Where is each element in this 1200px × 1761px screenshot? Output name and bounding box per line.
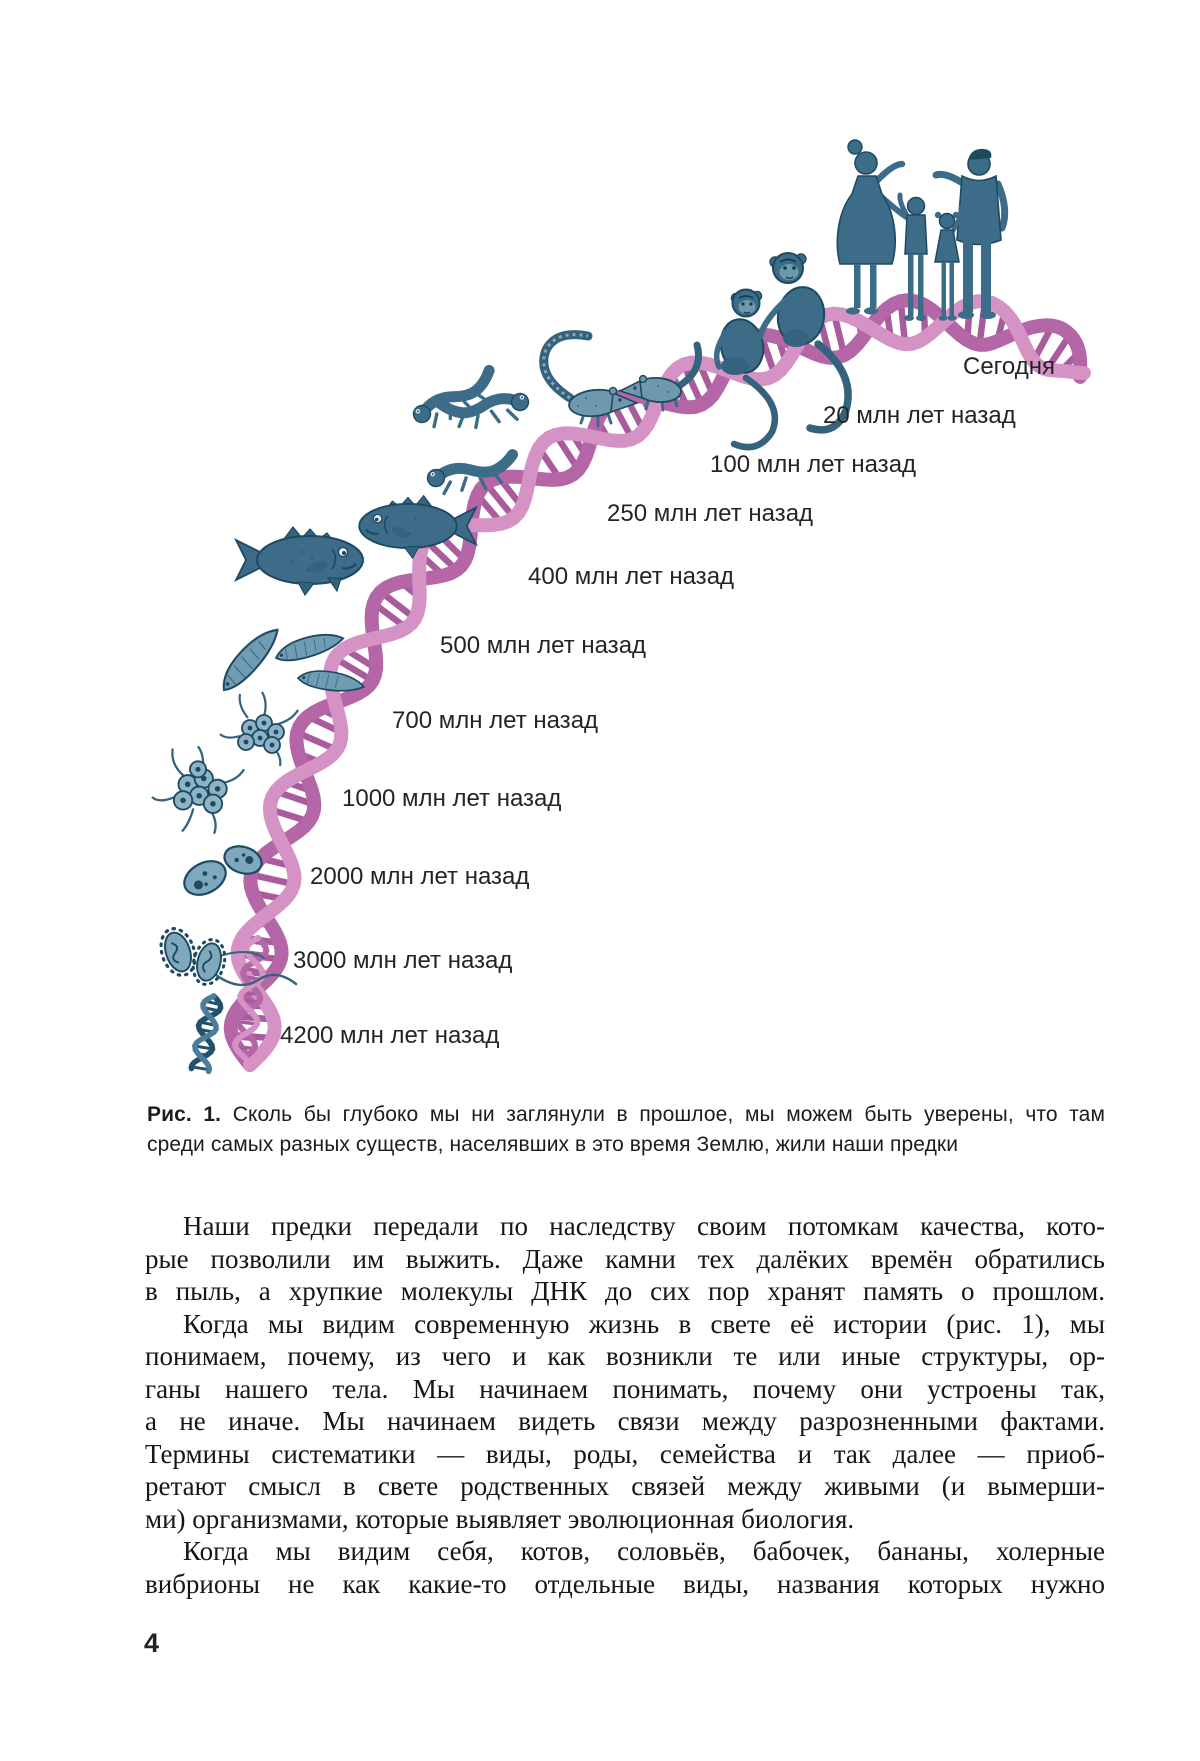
body-line: Когда мы видим современную жизнь в свете её истории (рис. 1), мы [183, 1308, 1105, 1339]
body-line: Термины систематики — виды, роды, семейства и так далее — приоб- [145, 1438, 1105, 1469]
body-line: рые позволили им выжить. Даже камни тех далёких времён обратились [145, 1243, 1105, 1274]
body-line: вибрионы не как какие-то отдельные виды, названия которых нужно [145, 1568, 1105, 1599]
timeline-label-4200mya: 4200 млн лет назад [280, 1022, 500, 1049]
figure-caption-line1: Рис. 1. Сколь бы глубоко мы ни заглянули в прошлое, мы можем быть уверены, что там [147, 1103, 1106, 1126]
timeline-label-1000mya: 1000 млн лет назад [342, 785, 562, 812]
body-line: ми) организмами, которые выявляет эволюционная биология. [145, 1503, 855, 1534]
body-line: ганы нашего тела. Мы начинаем понимать, почему они устроены так, [145, 1373, 1105, 1404]
figure-caption-line2: среди самых разных существ, населявших в это время Землю, жили наши предки [147, 1133, 959, 1156]
body-line: Наши предки передали по наследству своим потомкам качества, кото- [183, 1211, 1105, 1241]
timeline-label-100mya: 100 млн лет назад [710, 451, 917, 478]
figure-caption [147, 1100, 1105, 1160]
body-text [145, 1210, 1105, 1600]
ancient-dna-blue-icon [191, 996, 220, 1071]
body-line: Когда мы видим себя, котов, соловьёв, бабочек, бананы, холерные [183, 1536, 1105, 1566]
human-family-icon [837, 140, 1004, 321]
page-number: 4 [144, 1628, 160, 1658]
timeline-label-500mya: 500 млн лет назад [440, 632, 647, 659]
timeline-label-2000mya: 2000 млн лет назад [310, 863, 530, 890]
figure-number: Рис. 1. [147, 1103, 222, 1126]
body-line: понимаем, почему, из чего и как возникли те или иные структуры, ор- [145, 1341, 1105, 1371]
timeline-label-250mya: 250 млн лет назад [607, 500, 814, 527]
timeline-label-700mya: 700 млн лет назад [392, 707, 599, 734]
timeline-label-3000mya: 3000 млн лет назад [293, 947, 513, 974]
timeline-label-today: Сегодня [963, 353, 1055, 380]
body-line: а не иначе. Мы начинаем видеть связи между разрозненными фактами. [145, 1406, 1105, 1436]
timeline-label-400mya: 400 млн лет назад [528, 563, 735, 590]
body-line: ретают смысл в свете родственных связей между живыми (и вымерши- [145, 1471, 1105, 1501]
body-line: в пыль, а хрупкие молекулы ДНК до сих пор хранят память о прошлом. [145, 1276, 1105, 1306]
timeline-label-20mya: 20 млн лет назад [823, 402, 1016, 429]
